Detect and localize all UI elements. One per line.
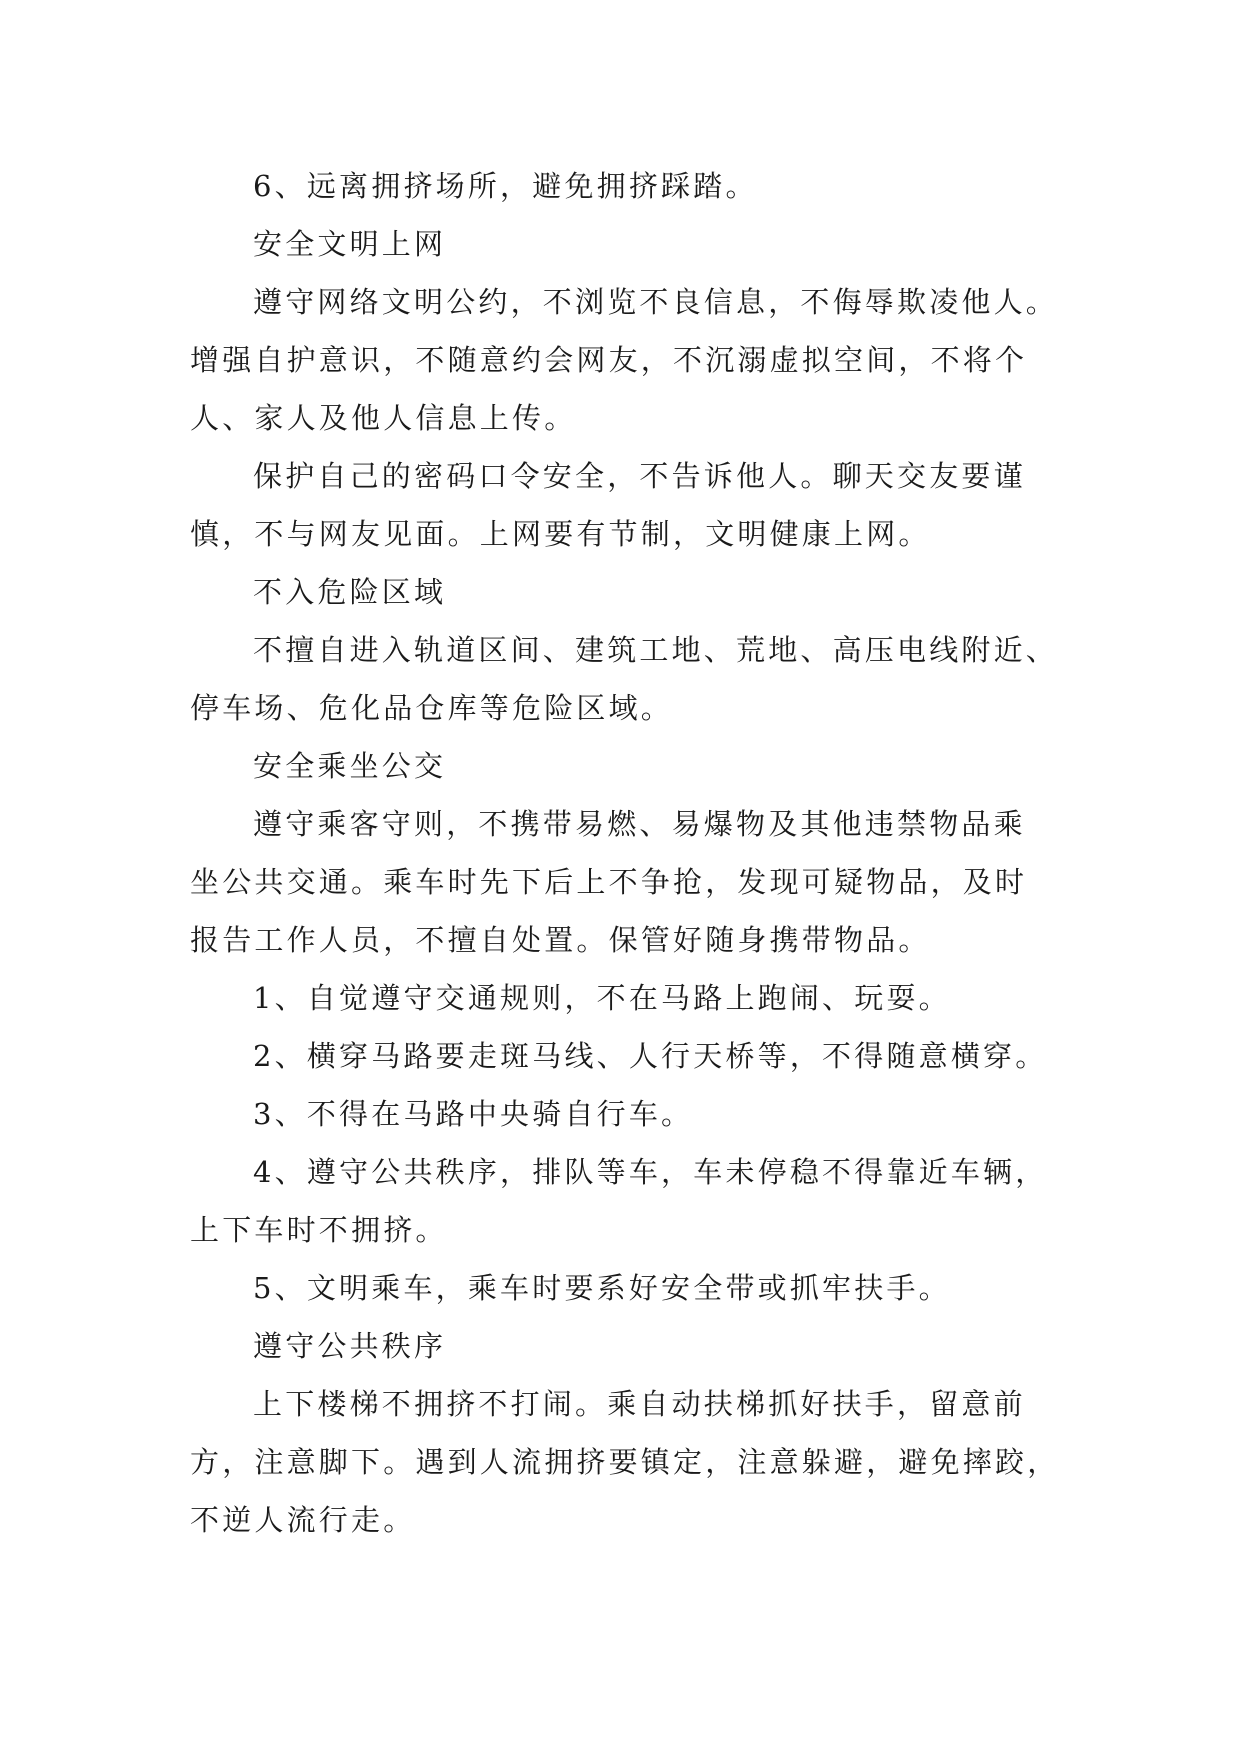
paragraph-line: 方，注意脚下。遇到人流拥挤要镇定，注意躲避，避免摔跤， — [190, 1445, 1060, 1479]
paragraph-line: 报告工作人员，不擅自处置。保管好随身携带物品。 — [190, 923, 931, 957]
list-item-2: 2、横穿马路要走斑马线、人行天桥等，不得随意横穿。 — [253, 1039, 1048, 1073]
paragraph-line-list-item-6: 6、远离拥挤场所，避免拥挤踩踏。 — [253, 169, 758, 203]
section-heading-danger-zones: 不入危险区域 — [253, 575, 447, 609]
list-item-5: 5、文明乘车，乘车时要系好安全带或抓牢扶手。 — [253, 1271, 951, 1305]
paragraph-line: 上下楼梯不拥挤不打闹。乘自动扶梯抓好扶手，留意前 — [253, 1387, 1026, 1421]
section-heading-public-order: 遵守公共秩序 — [253, 1329, 447, 1363]
paragraph-line: 保护自己的密码口令安全，不告诉他人。聊天交友要谨 — [253, 459, 1026, 493]
paragraph-line: 遵守乘客守则，不携带易燃、易爆物及其他违禁物品乘 — [253, 807, 1026, 841]
paragraph-line: 不逆人流行走。 — [190, 1503, 416, 1537]
paragraph-line: 人、家人及他人信息上传。 — [190, 401, 577, 435]
section-heading-safe-internet: 安全文明上网 — [253, 227, 447, 261]
paragraph-line: 增强自护意识，不随意约会网友，不沉溺虚拟空间，不将个 — [190, 343, 1028, 377]
paragraph-line: 慎，不与网友见面。上网要有节制，文明健康上网。 — [190, 517, 931, 551]
paragraph-line: 停车场、危化品仓库等危险区域。 — [190, 691, 674, 725]
paragraph-line: 不擅自进入轨道区间、建筑工地、荒地、高压电线附近、 — [253, 633, 1059, 667]
paragraph-line: 遵守网络文明公约，不浏览不良信息，不侮辱欺凌他人。 — [253, 285, 1059, 319]
paragraph-line: 坐公共交通。乘车时先下后上不争抢，发现可疑物品，及时 — [190, 865, 1028, 899]
section-heading-public-transit: 安全乘坐公交 — [253, 749, 447, 783]
list-item-4-continued: 上下车时不拥挤。 — [190, 1213, 448, 1247]
list-item-1: 1、自觉遵守交通规则，不在马路上跑闹、玩耍。 — [253, 981, 951, 1015]
list-item-3: 3、不得在马路中央骑自行车。 — [253, 1097, 694, 1131]
list-item-4: 4、遵守公共秩序，排队等车，车未停稳不得靠近车辆， — [253, 1155, 1048, 1189]
